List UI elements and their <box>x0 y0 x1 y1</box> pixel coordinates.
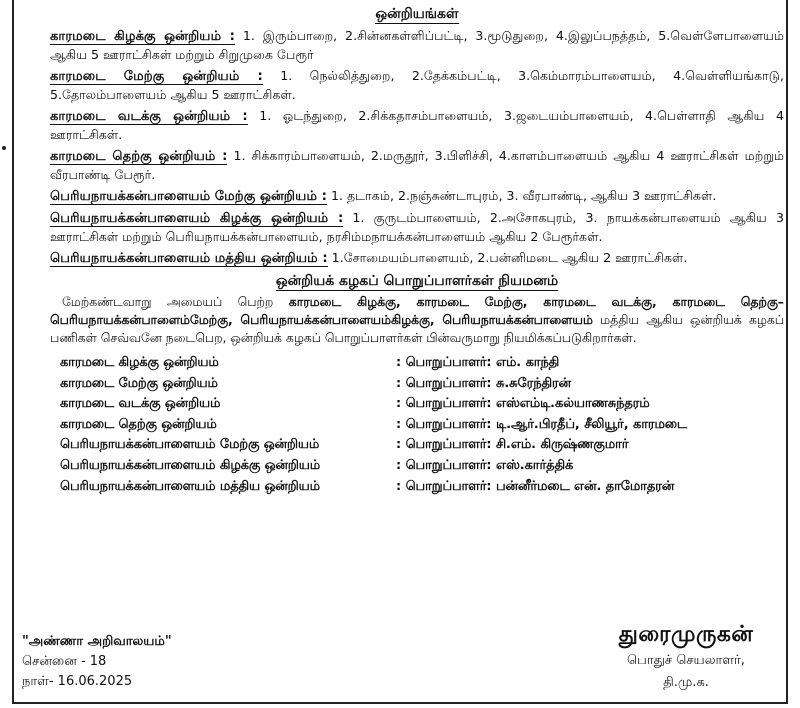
appointment-person: : பொறுப்பாளர்: சு.சுரேந்திரன் <box>396 375 571 391</box>
union-villages: 1. தடாகம், 2.நஞ்சுண்டாபுரம், 3. வீரபாண்டி, ஆகிய 3 ஊராட்சிகள். <box>326 188 717 203</box>
appointment-person: : பொறுப்பாளர்: பன்னீர்மடை என். தாமோதரன் <box>396 478 675 494</box>
union-name: காரமடை கிழக்கு ஒன்றியம் : <box>50 29 235 44</box>
appointment-row <box>60 374 784 395</box>
margin-mark <box>2 146 6 150</box>
union-paragraph <box>50 249 784 268</box>
union-villages: 1. இரும்பாறை, 2.சின்னகள்ளிப்பட்டி, 3.மூடுதுறை, 4.இலுப்பநத்தம், 5.வெள்ளேபாளையம் ஆகிய 5 ஊராட்சிகள் மற்றும் சிறுமுகை பேரூர் <box>50 28 784 62</box>
union-paragraph <box>50 209 784 246</box>
signatory-name: துரைமுருகன் <box>618 622 754 647</box>
signatory-designation: பொதுச் செயலாளர், <box>627 653 745 668</box>
appointment-row <box>60 477 784 498</box>
union-villages: 1. சிக்காரம்பாளையம், 2.மருதூர், 3.பிளிச்சி, 4.காளம்பாளையம் ஆகிய 4 ஊராட்சிகள் மற்றும் வீரபாண்டி பேரூர். <box>50 148 784 182</box>
main-content <box>50 4 784 497</box>
appointment-union: காரமடை வடக்கு ஒன்றியம் <box>60 396 221 412</box>
union-paragraph <box>50 67 784 104</box>
union-name: பெரியநாயக்கன்பாளையம் கிழக்கு ஒன்றியம் : <box>50 211 344 226</box>
party-name: தி.மு.க. <box>663 675 709 690</box>
appointment-row <box>60 415 784 436</box>
union-villages: 1. ஓடந்துறை, 2.சிக்கதாசம்பாளையம், 3.ஜடையம்பாளையம், 4.பெள்ளாதி ஆகிய 4 ஊராட்சிகள். <box>50 108 784 142</box>
appointments-heading: ஒன்றியக் கழகப் பொறுப்பாளர்கள் நியமனம் <box>275 273 559 289</box>
appointment-row <box>60 435 784 456</box>
union-villages: 1.சோமையம்பாளையம், 2.பன்னிமடை ஆகிய 2 ஊராட்சிகள். <box>327 250 688 265</box>
appointment-person: : பொறுப்பாளர்: எஸ்எம்டி.கல்யாணசுந்தரம் <box>396 396 650 412</box>
office-city: சென்னை - 18 <box>22 654 107 669</box>
intro-paragraph: மேற்கண்டவாறு அமையப் பெற்ற காரமடை கிழக்கு, காரமடை மேற்கு, காரமடை வடக்கு, காரமடை தெற்கு– பெரியநாயக்கன்பாளைம்மேற்கு, பெரியநாயக்கன்பாளையம்கிழக்கு, பெரியநாயக்கன்பாளையம் மத்திய ஆகிய ஒன்றியக் கழகப் பணிகள் செவ்வனே நடைபெற, ஒன்றியக் கழகப் பொறுப்பாளர்கள் பின்வருமாறு நியமிக்கப்படுகிறார்கள். <box>50 294 785 345</box>
appointment-person: : பொறுப்பாளர்: டி.ஆர்.பிரதீப், சீலியூர், காரமடை <box>396 416 688 432</box>
address-block <box>22 632 172 692</box>
appointment-union: காரமடை மேற்கு ஒன்றியம் <box>60 375 218 391</box>
union-name: பெரியநாயக்கன்பாளையம் மேற்கு ஒன்றியம் : <box>50 189 327 204</box>
union-paragraph <box>50 27 784 64</box>
appointment-union: காரமடை தெற்கு ஒன்றியம் <box>60 416 217 432</box>
union-name: காரமடை மேற்கு ஒன்றியம் : <box>50 69 263 84</box>
office-name: "அண்ணா அறிவாலயம்" <box>22 634 172 649</box>
union-paragraph <box>50 147 784 184</box>
appointment-person: : பொறுப்பாளர்: எம். காந்தி <box>396 355 560 370</box>
union-paragraph <box>50 187 784 206</box>
union-paragraph <box>50 107 784 144</box>
appointment-row <box>60 394 784 415</box>
appointment-union: பெரியநாயக்கன்பாளையம் மத்திய ஒன்றியம் <box>60 478 320 494</box>
union-villages: 1. நெல்லித்துறை, 2.தேக்கம்பட்டி, 3.கெம்மாரம்பாளையம், 4.வெள்ளியங்காடு, 5.தோலம்பாளையம் ஆகிய 5 ஊராட்சிகள். <box>50 68 784 102</box>
appointments-list <box>60 353 784 497</box>
signature-block <box>596 620 776 694</box>
issue-date: நாள்- 16.06.2025 <box>22 674 133 689</box>
unions-heading: ஒன்றியங்கள் <box>375 6 459 22</box>
appointment-union: பெரியநாயக்கன்பாளையம் மேற்கு ஒன்றியம் <box>60 437 320 453</box>
union-name: பெரியநாயக்கன்பாளையம் மத்திய ஒன்றியம் : <box>50 251 328 266</box>
appointment-row <box>60 353 784 374</box>
union-name: காரமடை வடக்கு ஒன்றியம் : <box>50 109 248 124</box>
appointment-union: பெரியநாயக்கன்பாளையம் கிழக்கு ஒன்றியம் <box>60 457 321 473</box>
appointment-person: : பொறுப்பாளர்: சி.எம். கிருஷ்ணகுமார் <box>396 437 629 453</box>
appointment-union: காரமடை கிழக்கு ஒன்றியம் <box>60 355 219 370</box>
union-name: காரமடை தெற்கு ஒன்றியம் : <box>50 149 228 164</box>
appointment-person: : பொறுப்பாளர்: எஸ்.கார்த்திக் <box>396 457 574 473</box>
appointment-row <box>60 456 784 477</box>
union-villages: 1. குருடம்பாளையம், 2.அசோகபுரம், 3. நாயக்கன்பாளையம் ஆகிய 3 ஊராட்சிகள் மற்றும் பெரியநாயக்கன்பாளையம், நரசிம்மநாயக்கன்பாளையம் ஆகிய 2 பேரூர்கள். <box>50 210 784 244</box>
